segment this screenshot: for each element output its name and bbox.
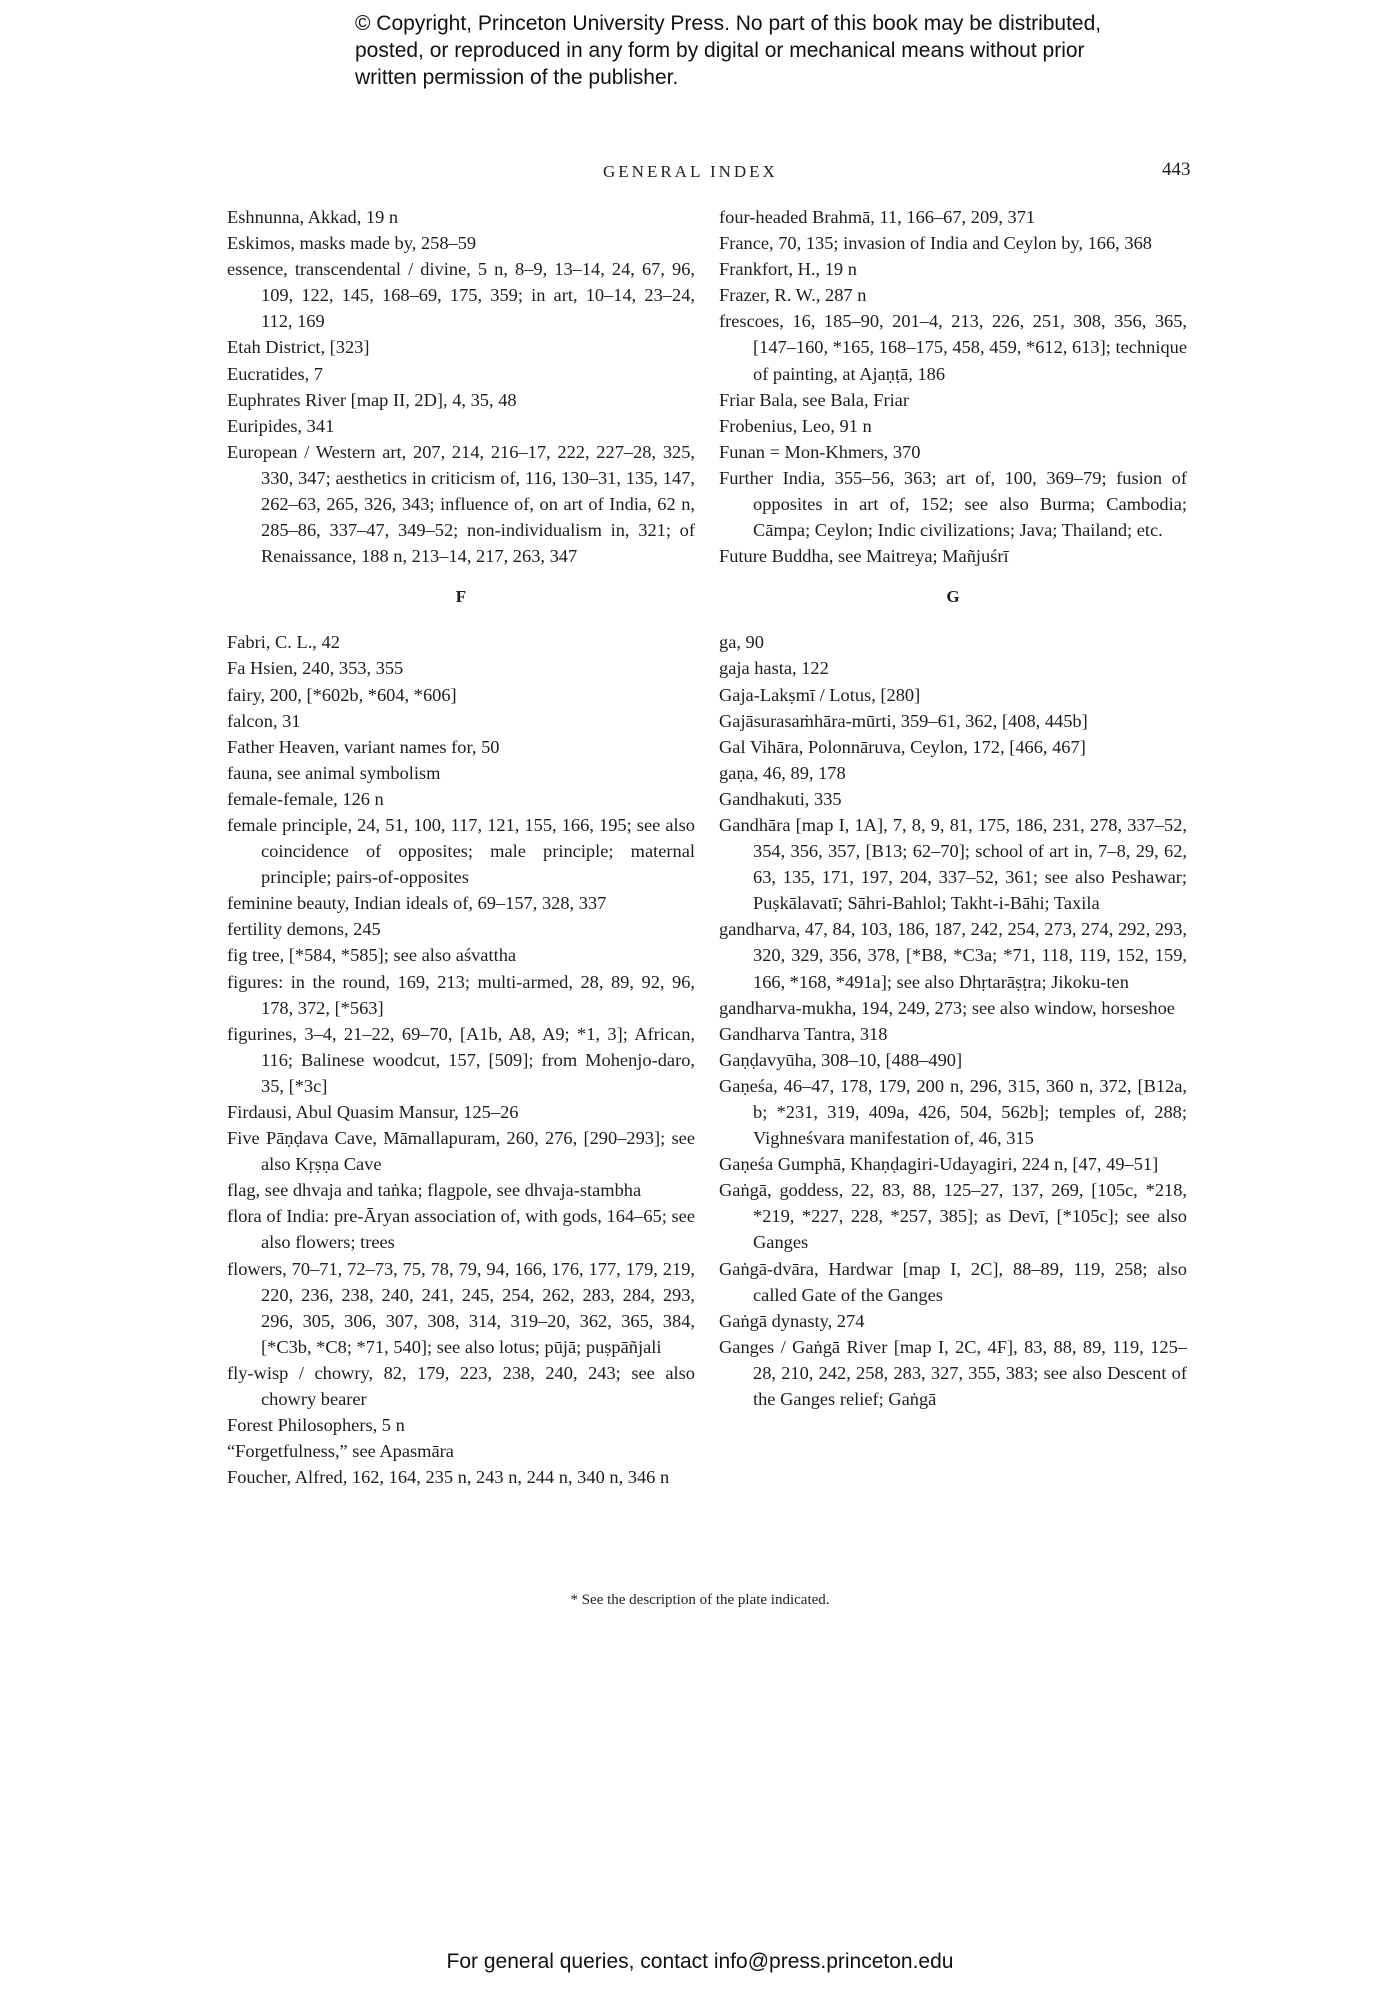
section-letter: F [455, 587, 467, 607]
index-entry: essence, transcendental / divine, 5 n, 8–9, 13–14, 24, 67, 96, 109, 122, 145, 168–69, 175, 359; in art, 10–14, 23–24, 112, 169 [227, 259, 695, 332]
index-entry: female principle, 24, 51, 100, 117, 121, 155, 166, 195; see also coincidence of opposites; male principle; maternal principle; pairs-of-opposites [227, 814, 695, 888]
index-entry: “Forgetfulness,” see Apasmāra [227, 1441, 454, 1462]
index-entry: flora of India: pre-Āryan association of, with gods, 164–65; see also flowers; trees [227, 1206, 695, 1253]
index-entry: Frazer, R. W., 287 n [719, 285, 867, 306]
index-entry: Funan = Mon-Khmers, 370 [719, 441, 921, 462]
running-title: GENERAL INDEX [603, 162, 778, 181]
index-entry: France, 70, 135; invasion of India and Ceylon by, 166, 368 [719, 233, 1152, 254]
index-entry: Gaṇḍavyūha, 308–10, [488–490] [719, 1049, 963, 1070]
index-entry: Five Pāṇḍava Cave, Māmallapuram, 260, 276, [290–293]; see also Kṛṣṇa Cave [227, 1128, 695, 1175]
index-entry: female-female, 126 n [227, 788, 384, 809]
index-entry: gandharva, 47, 84, 103, 186, 187, 242, 254, 273, 274, 292, 293, 320, 329, 356, 378, [*B8, *C3a; *71, 118, 119, 152, 159, 166, *168, *491a]; see also Dhṛtarāṣṭra; Jikoku-ten [719, 919, 1187, 992]
section-letter: G [946, 587, 960, 607]
index-entry: Forest Philosophers, 5 n [227, 1415, 405, 1436]
index-entry: flowers, 70–71, 72–73, 75, 78, 79, 94, 166, 176, 177, 179, 219, 220, 236, 238, 240, 241, 245, 254, 262, 283, 284, 293, 296, 305, 306, 307, 308, 314, 319–20, 362, 365, 384, [*C3b, *C8; *71, 540]; see also lotus; pūjā; puṣpāñjali [227, 1258, 695, 1357]
index-entry: Fabri, C. L., 42 [227, 632, 340, 653]
index-entry: Gaṅgā dynasty, 274 [719, 1310, 865, 1331]
copyright-notice: © Copyright, Princeton University Press. No part of this book may be distributed, posted, or reproduced in any form by digital or mechanical means without prior written permission of the publisher. [355, 12, 1102, 89]
index-column-left [227, 204, 695, 1490]
index-entry: Fa Hsien, 240, 353, 355 [227, 658, 404, 679]
contact-line: For general queries, contact info@press.princeton.edu [446, 1950, 954, 1973]
page-number: 443 [1162, 159, 1191, 180]
index-entry: figures: in the round, 169, 213; multi-armed, 28, 89, 92, 96, 178, 372, [*563] [227, 971, 695, 1018]
index-entry: Gaja-Lakṣmī / Lotus, [280] [719, 684, 921, 705]
index-entry: Frobenius, Leo, 91 n [719, 415, 872, 436]
index-entry: Friar Bala, see Bala, Friar [719, 389, 909, 410]
index-entry: Father Heaven, variant names for, 50 [227, 736, 500, 757]
index-entry: Euripides, 341 [227, 415, 335, 436]
index-column-right [719, 204, 1187, 1412]
index-entry: feminine beauty, Indian ideals of, 69–157, 328, 337 [227, 893, 607, 914]
index-entry: Eskimos, masks made by, 258–59 [227, 233, 477, 254]
index-entry: Eshnunna, Akkad, 19 n [227, 207, 399, 227]
index-entry: figurines, 3–4, 21–22, 69–70, [A1b, A8, A9; *1, 3]; African, 116; Balinese woodcut, 157, [509]; from Mohenjo-daro, 35, [*3c] [227, 1023, 695, 1096]
index-entry: Frankfort, H., 19 n [719, 259, 857, 280]
index-entry: Foucher, Alfred, 162, 164, 235 n, 243 n, 244 n, 340 n, 346 n [227, 1467, 670, 1488]
index-entry: Gandhāra [map I, 1A], 7, 8, 9, 81, 175, 186, 231, 278, 337–52, 354, 356, 357, [B13; 62–70]; school of art in, 7–8, 29, 62, 63, 135, 171, 197, 204, 337–52, 361; see also Peshawar; Puṣkālavatī; Sāhri-Bahlol; Takht-i-Bāhi; Taxila [719, 814, 1187, 914]
index-entry: Further India, 355–56, 363; art of, 100, 369–79; fusion of opposites in art of, 152; see also Burma; Cambodia; Cāmpa; Ceylon; Indic civilizations; Java; Thailand; etc. [719, 467, 1187, 541]
index-entry: falcon, 31 [227, 710, 301, 731]
index-entry: Gal Vihāra, Polonnāruva, Ceylon, 172, [466, 467] [719, 736, 1086, 757]
index-entry: gaja hasta, 122 [719, 658, 829, 679]
footnote: * See the description of the plate indicated. [570, 1592, 830, 1608]
index-entry: ga, 90 [719, 632, 764, 653]
index-entry: Firdausi, Abul Quasim Mansur, 125–26 [227, 1102, 519, 1122]
index-entry: Future Buddha, see Maitreya; Mañjuśrī [719, 546, 1009, 567]
index-entry: fig tree, [*584, *585]; see also aśvattha [227, 945, 517, 966]
index-entry: fly-wisp / chowry, 82, 179, 223, 238, 240, 243; see also chowry bearer [227, 1362, 695, 1410]
index-entry: fairy, 200, [*602b, *604, *606] [227, 684, 457, 705]
index-entry: Gaṅgā-dvāra, Hardwar [map I, 2C], 88–89, 119, 258; also called Gate of the Ganges [719, 1258, 1187, 1305]
index-entry: gandharva-mukha, 194, 249, 273; see also window, horseshoe [719, 997, 1175, 1018]
index-entry: Gajāsurasaṁhāra-mūrti, 359–61, 362, [408, 445b] [719, 710, 1088, 731]
index-entry: European / Western art, 207, 214, 216–17, 222, 227–28, 325, 330, 347; aesthetics in criticism of, 116, 130–31, 135, 147, 262–63, 265, 326, 343; influence of, on art of India, 62 n, 285–86, 337–47, 349–52; non-individualism in, 321; of Renaissance, 188 n, 213–14, 217, 263, 347 [227, 441, 695, 567]
index-entry: Etah District, [323] [227, 337, 370, 358]
index-entry: Gandhakuti, 335 [719, 788, 842, 809]
index-entry: Gandharva Tantra, 318 [719, 1023, 888, 1044]
index-entry: Gaṅgā, goddess, 22, 83, 88, 125–27, 137, 269, [105c, *218, *219, *227, 228, *257, 385]; as Devī, [*105c]; see also Ganges [719, 1180, 1187, 1253]
index-entry: flag, see dhvaja and taṅka; flagpole, see dhvaja-stambha [227, 1180, 642, 1201]
index-entry: fauna, see animal symbolism [227, 762, 441, 783]
index-entry: Eucratides, 7 [227, 363, 324, 384]
index-entry: Euphrates River [map II, 2D], 4, 35, 48 [227, 389, 517, 410]
index-entry: fertility demons, 245 [227, 919, 381, 940]
index-entry: frescoes, 16, 185–90, 201–4, 213, 226, 251, 308, 356, 365, [147–160, *165, 168–175, 458, 459, *612, 613]; technique of painting, at Ajaṇṭā, 186 [719, 311, 1187, 384]
page-header [0, 159, 1400, 186]
index-entry: four-headed Brahmā, 11, 166–67, 209, 371 [719, 207, 1036, 227]
index-entry: Gaṇeśa Gumphā, Khaṇḍagiri-Udayagiri, 224 n, [47, 49–51] [719, 1154, 1159, 1175]
index-entry: Gaṇeśa, 46–47, 178, 179, 200 n, 296, 315, 360 n, 372, [B12a, b; *231, 319, 409a, 426, 504, 562b]; temples of, 288; Vighneśvara manifestation of, 46, 315 [719, 1075, 1187, 1149]
index-entry: Ganges / Gaṅgā River [map I, 2C, 4F], 83, 88, 89, 119, 125–28, 210, 242, 258, 283, 327, 355, 383; see also Descent of the Ganges relief; Gaṅgā [719, 1336, 1187, 1410]
index-entry: gaṇa, 46, 89, 178 [719, 762, 846, 783]
